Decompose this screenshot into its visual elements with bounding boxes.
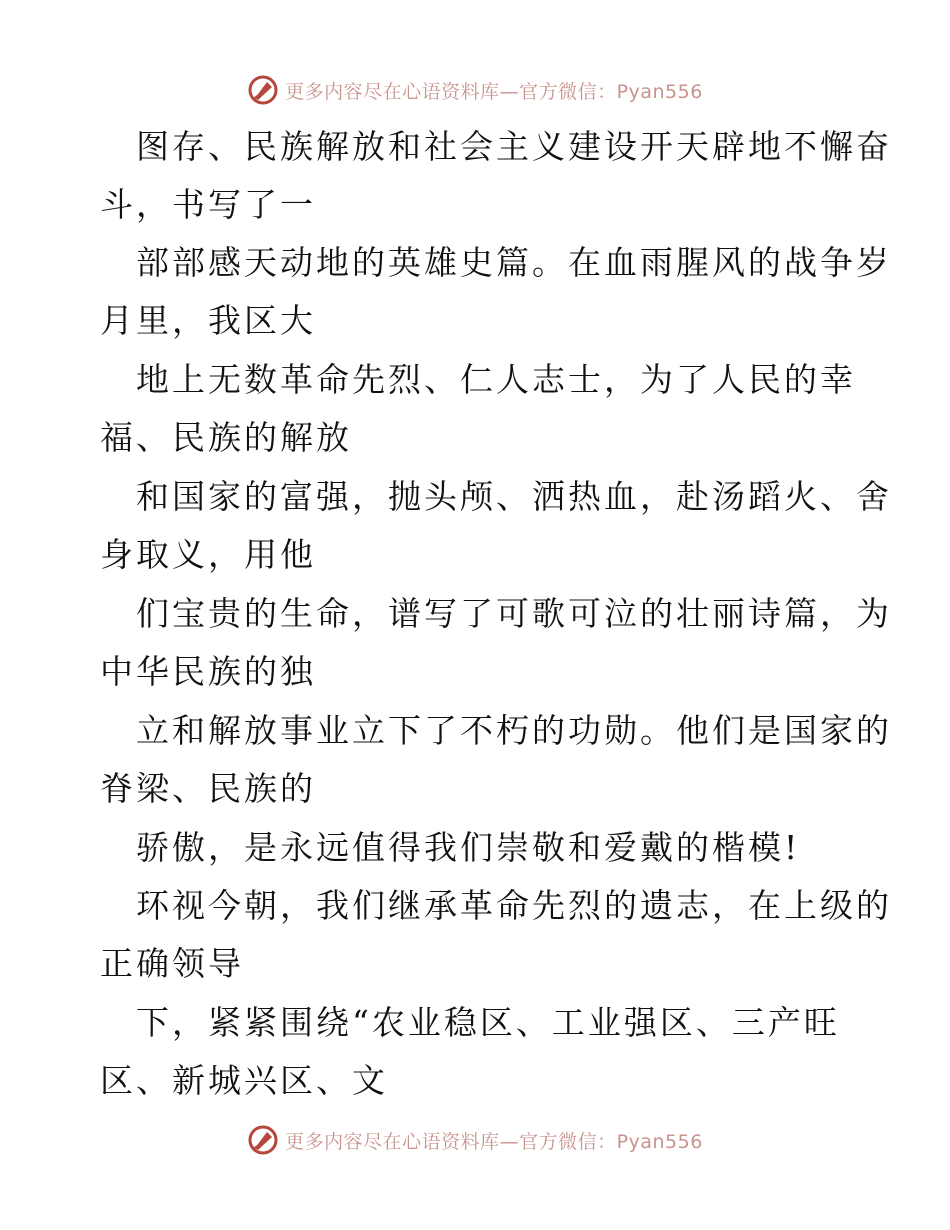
body-line: 们宝贵的生命，谱写了可歌可泣的壮丽诗篇，为 [136, 594, 892, 633]
body-line: 环视今朝，我们继承革命先烈的遗志，在上级的 [136, 886, 892, 925]
body-line: 斗，书写了一 [100, 185, 316, 224]
body-line: 地上无数革命先烈、仁人志士，为了人民的幸 [136, 360, 856, 399]
pen-nib-logo-icon [247, 1124, 279, 1156]
body-line: 月里，我区大 [100, 301, 316, 340]
body-line: 正确领导 [100, 944, 244, 983]
body-line: 和国家的富强，抛头颅、洒热血，赴汤蹈火、舍 [136, 477, 892, 516]
body-line: 骄傲，是永远值得我们崇敬和爱戴的楷模! [136, 828, 801, 867]
body-line: 身取义，用他 [100, 535, 316, 574]
body-line: 中华民族的独 [100, 652, 316, 691]
header-banner-text: 更多内容尽在心语资料库—官方微信：Pyan556 [285, 80, 703, 103]
footer-banner-text: 更多内容尽在心语资料库—官方微信：Pyan556 [285, 1130, 703, 1153]
body-line: 区、新城兴区、文 [100, 1061, 388, 1100]
body-line: 立和解放事业立下了不朽的功勋。他们是国家的 [136, 711, 892, 750]
body-line: 图存、民族解放和社会主义建设开天辟地不懈奋 [136, 127, 892, 166]
footer-banner [0, 1120, 950, 1160]
body-line: 脊梁、民族的 [100, 769, 316, 808]
body-line: 福、民族的解放 [100, 418, 352, 457]
body-line: 下，紧紧围绕“农业稳区、工业强区、三产旺 [136, 1003, 840, 1042]
body-line: 部部感天动地的英雄史篇。在血雨腥风的战争岁 [136, 243, 892, 282]
